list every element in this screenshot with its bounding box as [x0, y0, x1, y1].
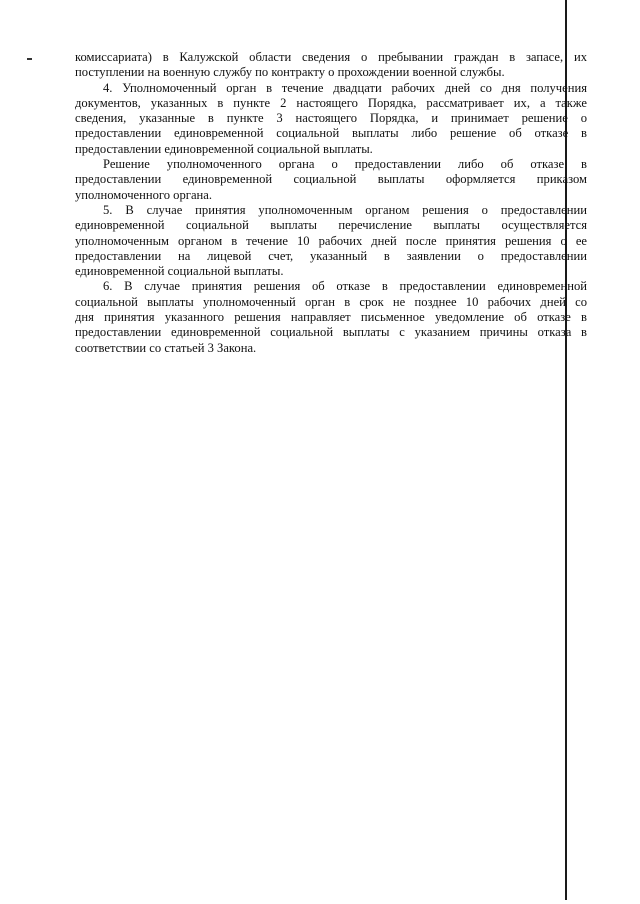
text-line: единовременной социальной выплаты. [75, 264, 284, 279]
text-line: уполномоченного органа. [75, 187, 213, 202]
text-line: соответствии со статьей 3 Закона. [75, 340, 257, 355]
text-line: комиссариата) в Калужской области сведения о пребывании граждан в запасе, их [75, 50, 587, 64]
paragraph-continuation [75, 50, 587, 81]
text-line: 6. В случае принятия решения об отказе в предоставлении единовременной [103, 279, 587, 294]
text-line: поступлении на военную службу по контракту о прохождении военной службы. [75, 65, 505, 80]
text-line: предоставлении единовременной социальной выплаты с указанием причины отказа в [75, 325, 587, 340]
text-line: 5. В случае принятия уполномоченным органом решения о предоставлении [103, 202, 587, 217]
text-line: Решение уполномоченного органа о предоставлении либо об отказе в [103, 157, 587, 172]
text-line: социальной выплаты уполномоченный орган в срок не позднее 10 рабочих дней со [75, 294, 587, 309]
paragraph-item-4 [75, 81, 587, 157]
text-line: документов, указанных в пункте 2 настоящего Порядка, рассматривает их, а также [75, 95, 587, 110]
text-line: предоставлении единовременной социальной выплаты. [75, 141, 373, 156]
document-body [75, 50, 587, 356]
text-line: дня принятия указанного решения направляет письменное уведомление об отказе в [75, 310, 587, 325]
text-line: предоставлении единовременной социальной выплаты оформляется приказом [75, 172, 587, 187]
text-line: предоставлении единовременной социальной выплаты либо решение об отказе в [75, 126, 587, 141]
paragraph-item-5 [75, 203, 587, 279]
text-line: сведения, указанные в пункте 3 настоящего Порядка, и принимает решение о [75, 111, 587, 126]
text-line: уполномоченным органом в течение 10 рабочих дней после принятия решения о ее [75, 233, 587, 248]
text-line: предоставлении на лицевой счет, указанный в заявлении о предоставлении [75, 248, 587, 263]
paragraph-decision [75, 157, 587, 203]
text-line: 4. Уполномоченный орган в течение двадцати рабочих дней со дня получения [103, 80, 587, 95]
paragraph-item-6 [75, 279, 587, 355]
text-line: единовременной социальной выплаты перечисление выплаты осуществляется [75, 218, 587, 233]
scan-artifact-mark [27, 58, 32, 60]
